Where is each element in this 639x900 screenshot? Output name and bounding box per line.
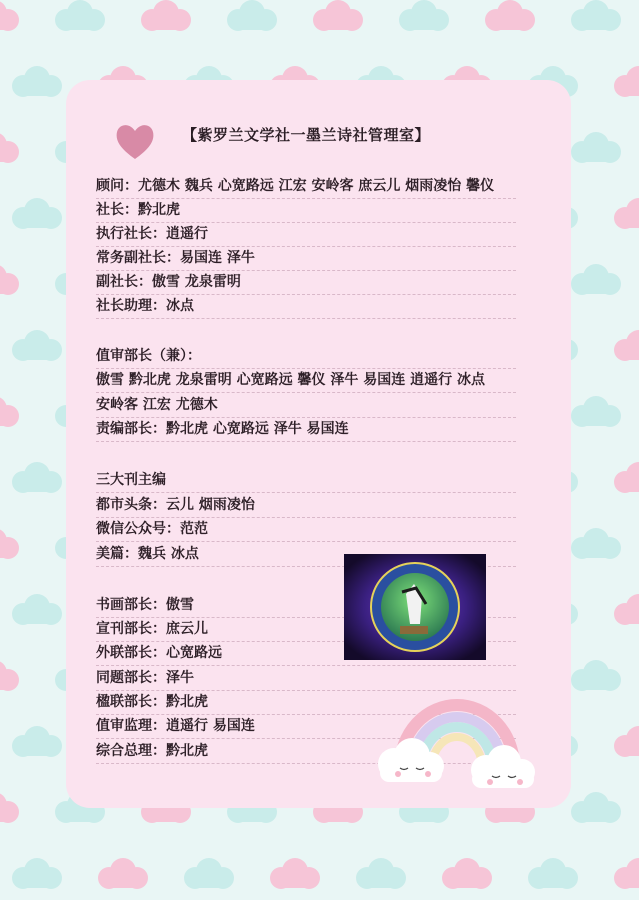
roster-line: 常务副社长：易国连 泽牛 — [96, 246, 516, 271]
roster-line: 副社长：傲雪 龙泉雷明 — [96, 270, 516, 295]
roster-line: 值审监理：逍遥行 易国连 — [96, 714, 516, 739]
roster-line: 顾问：尤德木 魏兵 心宽路远 江宏 安岭客 庶云儿 烟雨凌怡 馨仪 — [96, 174, 516, 199]
rainbow-clouds-illustration — [372, 672, 542, 802]
roster-line: 社长助理：冰点 — [96, 294, 516, 319]
roster-line: 都市头条：云儿 烟雨凌怡 — [96, 493, 516, 518]
roster-line: 同题部长：泽牛 — [96, 666, 516, 691]
roster-line: 傲雪 黔北虎 龙泉雷明 心宽路远 馨仪 泽牛 易国连 逍遥行 冰点 — [96, 368, 516, 393]
roster-line: 社长：黔北虎 — [96, 198, 516, 223]
roster-line: 值审部长（兼）： — [96, 344, 516, 369]
roster-line: 楹联部长：黔北虎 — [96, 690, 516, 715]
roster-line: 宣刊部长：庶云儿 — [96, 617, 516, 642]
roster-line: 美篇：魏兵 冰点 — [96, 542, 516, 567]
roster-line: 综合总理：黔北虎 — [96, 739, 516, 764]
roster-line: 执行社长：逍遥行 — [96, 222, 516, 247]
roster-line: 三大刊主编 — [96, 468, 516, 493]
roster-line: 微信公众号：范范 — [96, 517, 516, 542]
roster-line: 书画部长：傲雪 — [96, 593, 516, 618]
roster-line: 安岭客 江宏 尤德木 — [96, 393, 516, 418]
emblem-image — [344, 554, 486, 660]
heart-icon — [113, 121, 157, 161]
page-title: 【紫罗兰文学社一墨兰诗社管理室】 — [182, 126, 431, 144]
roster-line: 外联部长：心宽路远 — [96, 641, 516, 666]
roster-line: 责编部长：黔北虎 心宽路远 泽牛 易国连 — [96, 417, 516, 442]
